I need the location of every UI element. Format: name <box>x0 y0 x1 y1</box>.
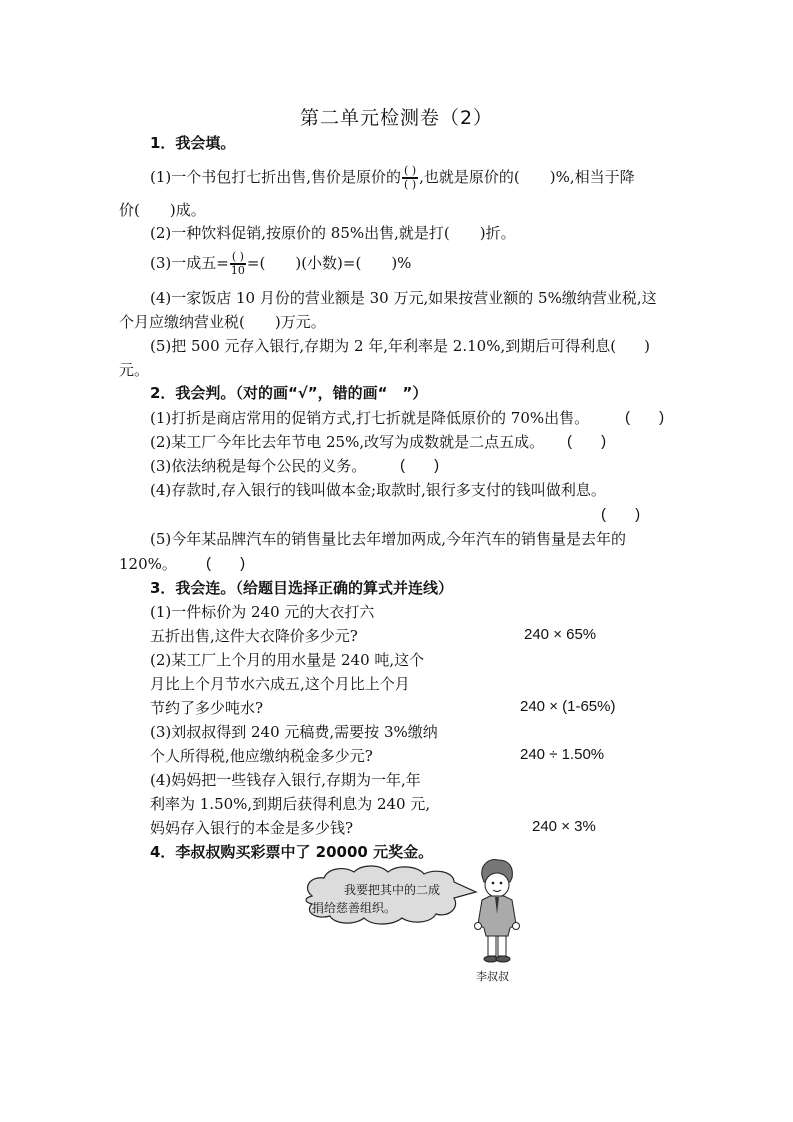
s1-q4-line1: (4)一家饭店 10 月份的营业额是 30 万元,如果按营业额的 5%缴纳营业税,这 <box>150 289 657 307</box>
s1-q1-line1: (1)一个书包打七折出售,售价是原价的 $\frac{( )}{( )}$ ,也就是原价的( )%,相当于降 <box>150 164 635 191</box>
s2-item-4: (4)存款时,存入银行的钱叫做本金;取款时,银行多支付的钱叫做利息。 <box>150 481 606 499</box>
s1-q5-line1: (5)把 500 元存入银行,存期为 2 年,年利率是 2.10%,到期后可得利息( ) <box>150 337 650 355</box>
s3-q1-line2: 五折出售,这件大衣降价多少元? <box>150 627 358 645</box>
s3-q1-line1: (1)一件标价为 240 元的大衣打六 <box>150 603 375 621</box>
page-title: 第二单元检测卷（2） <box>299 107 494 129</box>
s3-q2-line3: 节约了多少吨水? <box>150 699 264 717</box>
s1-q3-fraction-blank[interactable]: $\frac{( )}{10}$ <box>230 250 245 277</box>
s3-q3-line1: (3)刘叔叔得到 240 元稿费,需要按 3%缴纳 <box>150 723 438 741</box>
s2-item-5-cont: 120%。 <box>119 555 177 573</box>
speech-bubble-line-2: 捐给慈善组织。 <box>312 901 397 915</box>
s2-item-1-answer[interactable]: ( ) <box>625 409 665 426</box>
s3-q2-line1: (2)某工厂上个月的用水量是 240 吨,这个 <box>150 651 425 669</box>
s1-q1-fraction-blank[interactable]: $\frac{( )}{( )}$ <box>404 164 417 191</box>
s2-item-5-answer[interactable]: ( ) <box>206 555 246 572</box>
s2-item-2-answer[interactable]: ( ) <box>567 433 607 450</box>
s3-q4-line2: 利率为 1.50%,到期后获得利息为 240 元, <box>150 795 431 813</box>
s1-q1-line2: 价( )成。 <box>119 201 206 219</box>
s3-formula-1[interactable]: 240 × 65% <box>524 626 597 643</box>
s2-item-4-answer[interactable]: ( ) <box>601 506 641 523</box>
s3-formula-4[interactable]: 240 × 3% <box>532 818 596 835</box>
section-1-heading: 1．我会填。 <box>150 134 236 152</box>
s1-q4-line2: 个月应缴纳营业税( )万元。 <box>119 313 326 331</box>
s2-item-3-answer[interactable]: ( ) <box>400 457 440 474</box>
s2-item-1: (1)打折是商店常用的促销方式,打七折就是降低原价的 70%出售。 <box>150 409 590 427</box>
s2-item-2: (2)某工厂今年比去年节电 25%,改写为成数就是二点五成。 <box>150 433 545 451</box>
section-3-heading: 3．我会连。（给题目选择正确的算式并连线） <box>150 579 453 597</box>
s3-formula-2[interactable]: 240 × (1-65%) <box>520 698 616 715</box>
s3-q2-line2: 月比上个月节水六成五,这个月比上个月 <box>150 675 410 693</box>
s3-q3-line2: 个人所得税,他应缴纳税金多少元? <box>150 747 373 765</box>
s3-formula-3[interactable]: 240 ÷ 1.50% <box>520 746 605 763</box>
s1-q3: (3)一成五= $\frac{( )}{10}$ =( )(小数)=( )% <box>150 250 412 277</box>
s1-q1-part1: (1)一个书包打七折出售,售价是原价的 <box>150 168 402 186</box>
s2-item-5: (5)今年某品牌汽车的销售量比去年增加两成,今年汽车的销售量是去年的 <box>150 530 627 548</box>
speech-bubble-line-1: 我要把其中的二成 <box>344 883 441 897</box>
section-2-heading: 2．我会判。（对的画“√”，错的画“ ”） <box>150 384 428 402</box>
figure-caption: 李叔叔 <box>476 970 509 983</box>
s3-q4-line1: (4)妈妈把一些钱存入银行,存期为一年,年 <box>150 771 421 789</box>
s2-item-3: (3)依法纳税是每个公民的义务。 <box>150 457 367 475</box>
s1-q2: (2)一种饮料促销,按原价的 85%出售,就是打( )折。 <box>150 224 516 242</box>
illustration <box>298 858 538 983</box>
s1-q5-line2: 元。 <box>119 361 150 379</box>
section-4-heading: 4．李叔叔购买彩票中了 20000 元奖金。 <box>150 843 434 861</box>
s3-q4-line3: 妈妈存入银行的本金是多少钱? <box>150 819 354 837</box>
uncle-li-figure-icon <box>466 858 526 968</box>
